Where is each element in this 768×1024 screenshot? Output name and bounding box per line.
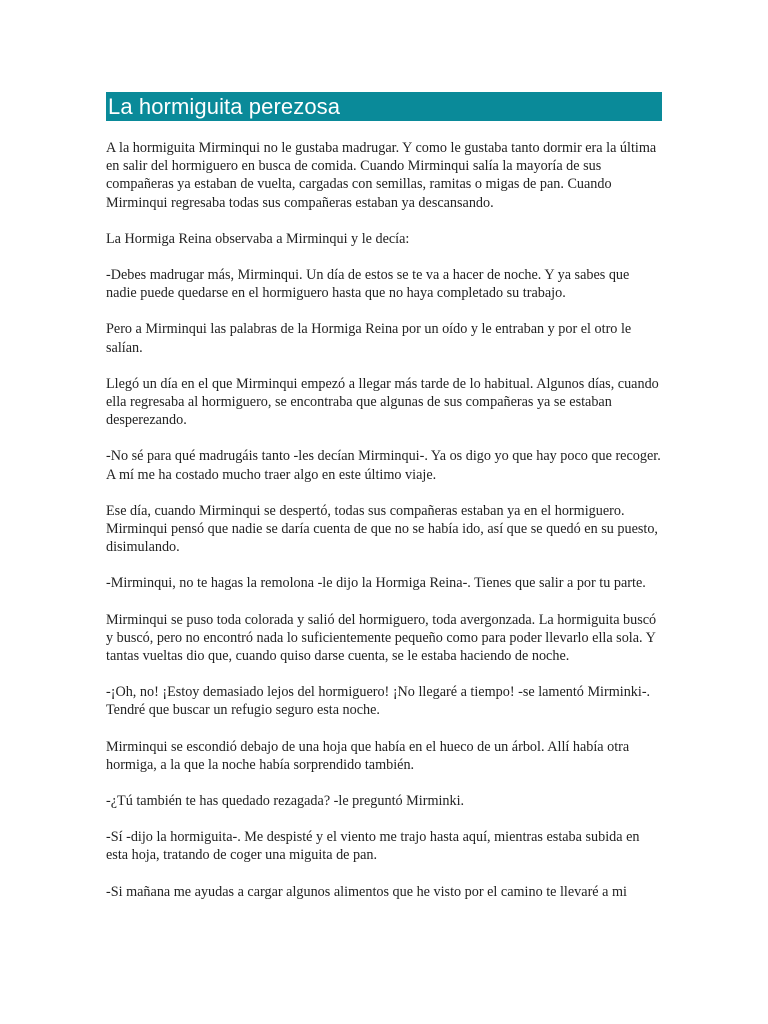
document-page [106,92,662,919]
paragraph-9: Mirminqui se puso toda colorada y salió del hormiguero, toda avergonzada. La hormiguita buscó y buscó, pero no encontró nada lo suficientemente pequeño como para poder llevarlo ella sola. Y tantas vueltas dio que, cuando quiso darse cuenta, se le estaba haciendo de noche. [106,611,657,665]
paragraph-12: -¿Tú también te has quedado rezagada? -le preguntó Mirminki. [106,793,465,810]
paragraph-7: Ese día, cuando Mirminqui se despertó, todas sus compañeras estaban ya en el hormiguero. Mirminqui pensó que nadie se daría cuenta de que no se había ido, así que se quedó en su puesto, disimulando. [106,502,658,556]
paragraph-6: -No sé para qué madrugáis tanto -les decían Mirminqui-. Ya os digo yo que hay poco que recoger. A mí me ha costado mucho traer algo en este último viaje. [106,448,661,483]
paragraph-13: -Sí -dijo la hormiguita-. Me despisté y el viento me trajo hasta aquí, mientras estaba subida en esta hoja, tratando de coger una miguita de pan. [106,829,640,864]
title-banner [106,92,662,121]
paragraph-8: -Mirminqui, no te hagas la remolona -le dijo la Hormiga Reina-. Tienes que salir a por tu parte. [106,575,646,592]
paragraph-14: -Si mañana me ayudas a cargar algunos alimentos que he visto por el camino te llevaré a mi [106,883,627,900]
paragraph-2: La Hormiga Reina observaba a Mirminqui y le decía: [106,230,410,247]
paragraph-1: A la hormiguita Mirminqui no le gustaba madrugar. Y como le gustaba tanto dormir era la última en salir del hormiguero en busca de comida. Cuando Mirminqui salía la mayoría de sus compañeras ya estaban de vuelta, cargadas con semillas, ramitas o migas de pan. Cuando Mirminqui regresaba todas sus compañeras estaban ya descansando. [106,140,657,211]
paragraph-3: -Debes madrugar más, Mirminqui. Un día de estos se te va a hacer de noche. Y ya sabes que nadie puede quedarse en el hormiguero hasta que no haya completado su trabajo. [106,267,630,302]
paragraph-11: Mirminqui se escondió debajo de una hoja que había en el hueco de un árbol. Allí había otra hormiga, a la que la noche había sorprendido también. [106,738,630,773]
document-body [106,139,662,901]
paragraph-5: Llegó un día en el que Mirminqui empezó a llegar más tarde de lo habitual. Algunos días, cuando ella regresaba al hormiguero, se encontraba que algunas de sus compañeras ya se estaban desperezando. [106,375,659,429]
paragraph-4: Pero a Mirminqui las palabras de la Hormiga Reina por un oído y le entraban y por el otro le salían. [106,321,632,356]
document-title: La hormiguita perezosa [108,94,341,119]
paragraph-10: -¡Oh, no! ¡Estoy demasiado lejos del hormiguero! ¡No llegaré a tiempo! -se lamentó Mirminki-. Tendré que buscar un refugio seguro esta noche. [106,684,651,719]
